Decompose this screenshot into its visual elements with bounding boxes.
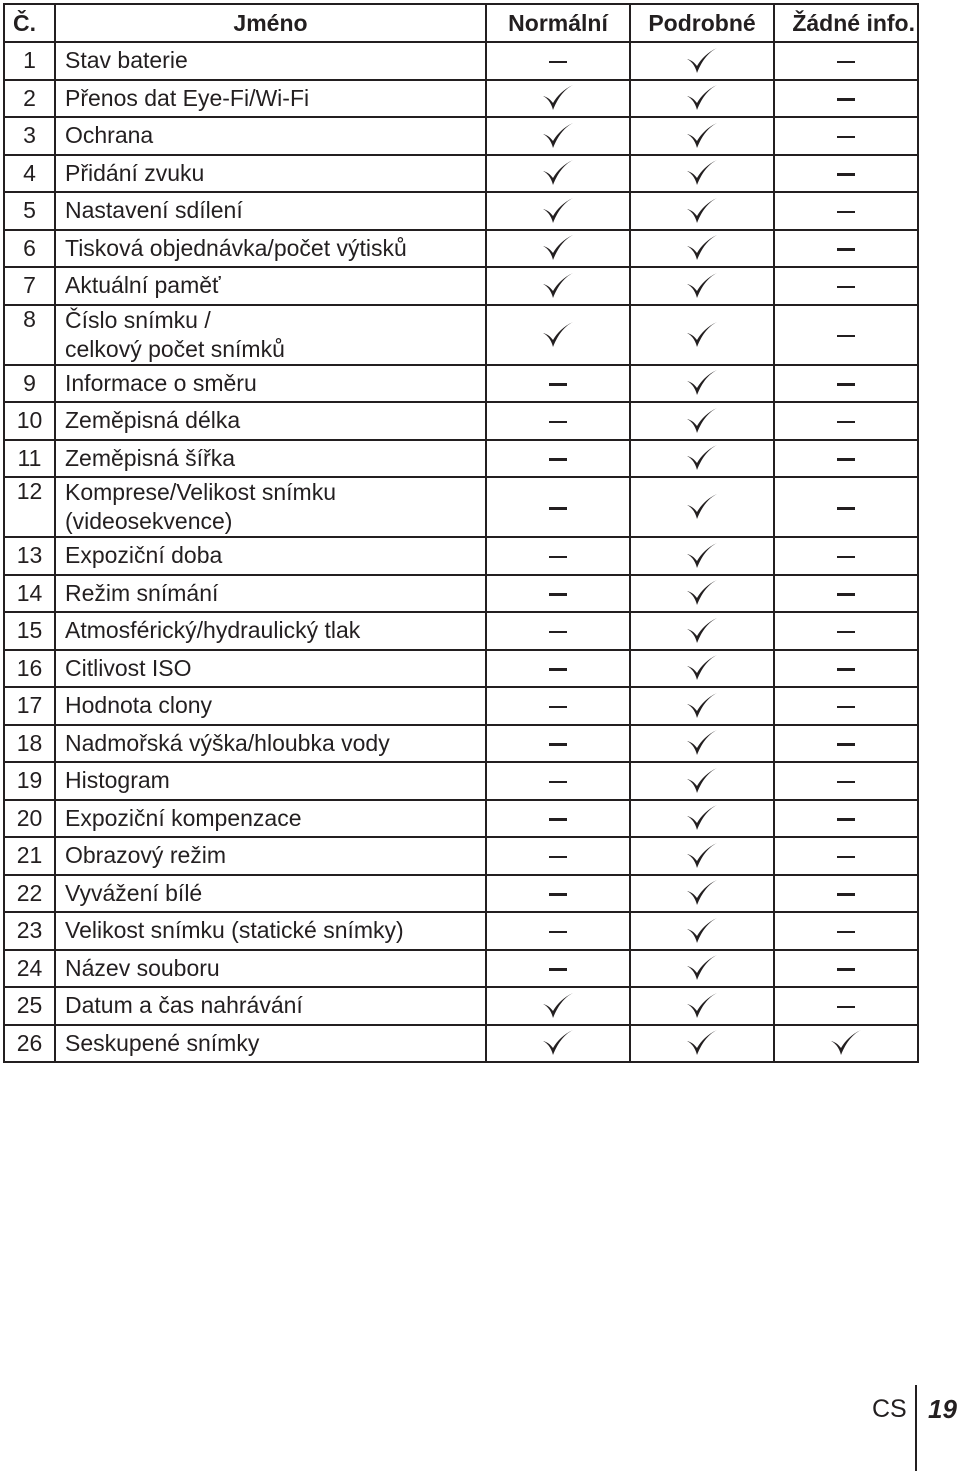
checkmark-icon [685,616,719,646]
cell-none [774,305,918,365]
row-name-line: Vyvážení bílé [65,879,203,906]
row-name-line: Seskupené snímky [65,1029,260,1056]
cell-normal [486,42,630,80]
checkmark-icon [685,406,719,436]
cell-none [774,762,918,800]
dash-icon [549,593,567,596]
checkmark-icon [685,443,719,473]
cell-none [774,687,918,725]
dash-icon [549,383,567,386]
row-number: 26 [4,1025,55,1063]
header-detailed: Podrobné [630,4,774,42]
row-name [55,80,486,118]
checkmark-icon [685,803,719,833]
row-name [55,230,486,268]
header-no-info: Žádné info. [774,4,918,42]
checkmark-icon [685,953,719,983]
checkmark-icon [685,541,719,571]
checkmark-icon [685,991,719,1021]
dash-icon [837,507,855,510]
checkmark-icon [685,158,719,188]
cell-normal [486,762,630,800]
cell-none [774,477,918,537]
row-name-line: Zeměpisná délka [65,407,241,434]
cell-detailed [630,117,774,155]
row-name-line: Expoziční kompenzace [65,804,302,831]
row-name-line: Zeměpisná šířka [65,444,236,471]
row-name [55,875,486,913]
checkmark-icon [541,320,575,350]
row-name [55,117,486,155]
dash-icon [837,286,855,289]
table-row [4,440,918,478]
footer-language: CS [872,1395,907,1423]
cell-none [774,440,918,478]
cell-detailed [630,837,774,875]
row-name-line: Název souboru [65,954,220,981]
table-row [4,875,918,913]
cell-none [774,612,918,650]
display-info-table [3,3,919,1063]
dash-icon [549,856,567,859]
dash-icon [837,173,855,176]
cell-none [774,837,918,875]
table-row [4,267,918,305]
cell-normal [486,612,630,650]
table-row [4,912,918,950]
row-name-line: Režim snímání [65,579,219,606]
checkmark-icon [685,1028,719,1058]
checkmark-icon [541,271,575,301]
row-name-line: Číslo snímku / [65,306,211,333]
cell-detailed [630,537,774,575]
dash-icon [549,931,567,934]
footer-divider [915,1385,917,1471]
checkmark-icon [685,916,719,946]
dash-icon [837,61,855,64]
table-row [4,725,918,763]
row-name-line: Velikost snímku (statické snímky) [65,917,404,944]
dash-icon [837,931,855,934]
row-name-line: Obrazový režim [65,842,227,869]
cell-normal [486,687,630,725]
cell-detailed [630,267,774,305]
checkmark-icon [541,1028,575,1058]
dash-icon [549,631,567,634]
table-row [4,155,918,193]
row-name-line: Histogram [65,767,170,794]
cell-detailed [630,1025,774,1063]
dash-icon [549,743,567,746]
table-body [4,42,918,1062]
checkmark-icon [685,46,719,76]
row-number: 14 [4,575,55,613]
checkmark-icon [685,766,719,796]
cell-none [774,950,918,988]
cell-detailed [630,575,774,613]
dash-icon [837,668,855,671]
cell-detailed [630,912,774,950]
dash-icon [837,248,855,251]
row-name [55,725,486,763]
cell-normal [486,365,630,403]
cell-detailed [630,687,774,725]
table-row [4,762,918,800]
checkmark-icon [829,1028,863,1058]
dash-icon [837,383,855,386]
row-number: 1 [4,42,55,80]
cell-none [774,42,918,80]
cell-none [774,192,918,230]
row-number: 7 [4,267,55,305]
row-name [55,575,486,613]
cell-detailed [630,800,774,838]
cell-detailed [630,612,774,650]
checkmark-icon [541,83,575,113]
table-header-row [4,4,918,42]
row-name-line: Datum a čas nahrávání [65,992,303,1019]
table-row [4,80,918,118]
table-row [4,192,918,230]
checkmark-icon [685,578,719,608]
row-name-line: Přenos dat Eye-Fi/Wi-Fi [65,84,310,111]
checkmark-icon [685,878,719,908]
row-name [55,192,486,230]
checkmark-icon [685,492,719,522]
row-number: 5 [4,192,55,230]
cell-detailed [630,725,774,763]
row-number: 12 [4,477,55,537]
dash-icon [837,136,855,139]
table-row [4,987,918,1025]
row-number: 8 [4,305,55,365]
row-name [55,800,486,838]
cell-none [774,117,918,155]
cell-detailed [630,192,774,230]
cell-detailed [630,650,774,688]
cell-detailed [630,42,774,80]
checkmark-icon [541,991,575,1021]
cell-normal [486,650,630,688]
dash-icon [837,893,855,896]
row-name [55,477,486,537]
table-row [4,1025,918,1063]
dash-icon [837,781,855,784]
cell-none [774,875,918,913]
row-name-line: Ochrana [65,122,154,149]
cell-normal [486,875,630,913]
row-name-line: Tisková objednávka/počet výtisků [65,234,407,261]
cell-none [774,402,918,440]
header-name: Jméno [55,4,486,42]
dash-icon [549,507,567,510]
dash-icon [837,211,855,214]
cell-normal [486,80,630,118]
cell-none [774,912,918,950]
row-name [55,305,486,365]
cell-normal [486,230,630,268]
cell-normal [486,402,630,440]
row-name [55,687,486,725]
dash-icon [549,968,567,971]
table-row [4,537,918,575]
row-name-line: celkový počet snímků [65,335,285,362]
cell-none [774,80,918,118]
row-number: 19 [4,762,55,800]
table-row [4,575,918,613]
checkmark-icon [685,320,719,350]
row-name [55,912,486,950]
cell-detailed [630,875,774,913]
row-name [55,762,486,800]
row-name [55,42,486,80]
cell-none [774,267,918,305]
dash-icon [549,668,567,671]
dash-icon [549,61,567,64]
row-name-line: Přidání zvuku [65,159,205,186]
checkmark-icon [685,233,719,263]
cell-detailed [630,305,774,365]
row-name [55,1025,486,1063]
cell-normal [486,440,630,478]
cell-none [774,537,918,575]
row-number: 16 [4,650,55,688]
row-name [55,402,486,440]
cell-detailed [630,762,774,800]
cell-normal [486,267,630,305]
row-name [55,950,486,988]
cell-normal [486,477,630,537]
cell-normal [486,537,630,575]
row-name-line: Aktuální paměť [65,272,221,299]
row-number: 2 [4,80,55,118]
row-name [55,987,486,1025]
checkmark-icon [685,841,719,871]
table-row [4,42,918,80]
cell-normal [486,192,630,230]
row-number: 13 [4,537,55,575]
dash-icon [837,593,855,596]
dash-icon [549,893,567,896]
row-number: 24 [4,950,55,988]
cell-normal [486,117,630,155]
table-row [4,117,918,155]
dash-icon [837,98,855,101]
cell-normal [486,1025,630,1063]
row-name [55,267,486,305]
dash-icon [837,706,855,709]
dash-icon [837,856,855,859]
table-row [4,800,918,838]
checkmark-icon [685,271,719,301]
row-number: 9 [4,365,55,403]
row-number: 17 [4,687,55,725]
dash-icon [837,968,855,971]
row-number: 10 [4,402,55,440]
row-name [55,155,486,193]
dash-icon [549,458,567,461]
cell-none [774,575,918,613]
cell-detailed [630,365,774,403]
cell-none [774,987,918,1025]
cell-detailed [630,440,774,478]
row-name [55,612,486,650]
row-number: 25 [4,987,55,1025]
dash-icon [549,421,567,424]
row-name [55,837,486,875]
dash-icon [837,335,855,338]
dash-icon [837,631,855,634]
cell-normal [486,305,630,365]
row-name-line: Atmosférický/hydraulický tlak [65,617,361,644]
dash-icon [837,458,855,461]
cell-detailed [630,987,774,1025]
dash-icon [549,818,567,821]
cell-normal [486,987,630,1025]
cell-detailed [630,950,774,988]
row-name [55,440,486,478]
dash-icon [549,556,567,559]
row-number: 15 [4,612,55,650]
table-row [4,837,918,875]
table-row [4,477,918,537]
cell-none [774,365,918,403]
row-name-line: Nadmořská výška/hloubka vody [65,729,390,756]
row-name-line: Hodnota clony [65,692,213,719]
checkmark-icon [685,691,719,721]
row-number: 22 [4,875,55,913]
header-number: Č. [4,4,55,42]
cell-normal [486,575,630,613]
table-row [4,687,918,725]
checkmark-icon [541,121,575,151]
dash-icon [837,818,855,821]
checkmark-icon [685,83,719,113]
row-number: 23 [4,912,55,950]
row-name [55,537,486,575]
row-number: 20 [4,800,55,838]
cell-normal [486,950,630,988]
cell-normal [486,800,630,838]
checkmark-icon [541,196,575,226]
cell-normal [486,155,630,193]
dash-icon [837,743,855,746]
page-number: 19 [928,1394,957,1424]
table-row [4,650,918,688]
cell-detailed [630,477,774,537]
row-name-line: Stav baterie [65,47,188,74]
row-name-line: Komprese/Velikost snímku [65,479,337,505]
cell-normal [486,837,630,875]
row-name [55,650,486,688]
table-row [4,950,918,988]
row-name-line: Citlivost ISO [65,654,192,681]
cell-detailed [630,155,774,193]
dash-icon [837,556,855,559]
cell-none [774,800,918,838]
cell-none [774,155,918,193]
cell-none [774,1025,918,1063]
header-normal: Normální [486,4,630,42]
table-row [4,365,918,403]
row-name-line: Nastavení sdílení [65,197,243,224]
checkmark-icon [685,728,719,758]
dash-icon [549,706,567,709]
cell-none [774,230,918,268]
row-name-line: (videosekvence) [65,508,233,534]
checkmark-icon [541,158,575,188]
checkmark-icon [685,196,719,226]
cell-none [774,650,918,688]
checkmark-icon [685,653,719,683]
checkmark-icon [541,233,575,263]
cell-normal [486,912,630,950]
row-number: 6 [4,230,55,268]
dash-icon [549,781,567,784]
checkmark-icon [685,121,719,151]
table-row [4,402,918,440]
cell-none [774,725,918,763]
table-row [4,230,918,268]
cell-detailed [630,230,774,268]
cell-detailed [630,402,774,440]
table-row [4,305,918,365]
dash-icon [837,1006,855,1009]
row-number: 3 [4,117,55,155]
table-row [4,612,918,650]
row-number: 21 [4,837,55,875]
dash-icon [837,421,855,424]
row-number: 18 [4,725,55,763]
row-name-line: Informace o směru [65,369,257,396]
row-number: 4 [4,155,55,193]
checkmark-icon [685,368,719,398]
row-name [55,365,486,403]
cell-normal [486,725,630,763]
cell-detailed [630,80,774,118]
row-name-line: Expoziční doba [65,542,223,569]
row-number: 11 [4,440,55,478]
